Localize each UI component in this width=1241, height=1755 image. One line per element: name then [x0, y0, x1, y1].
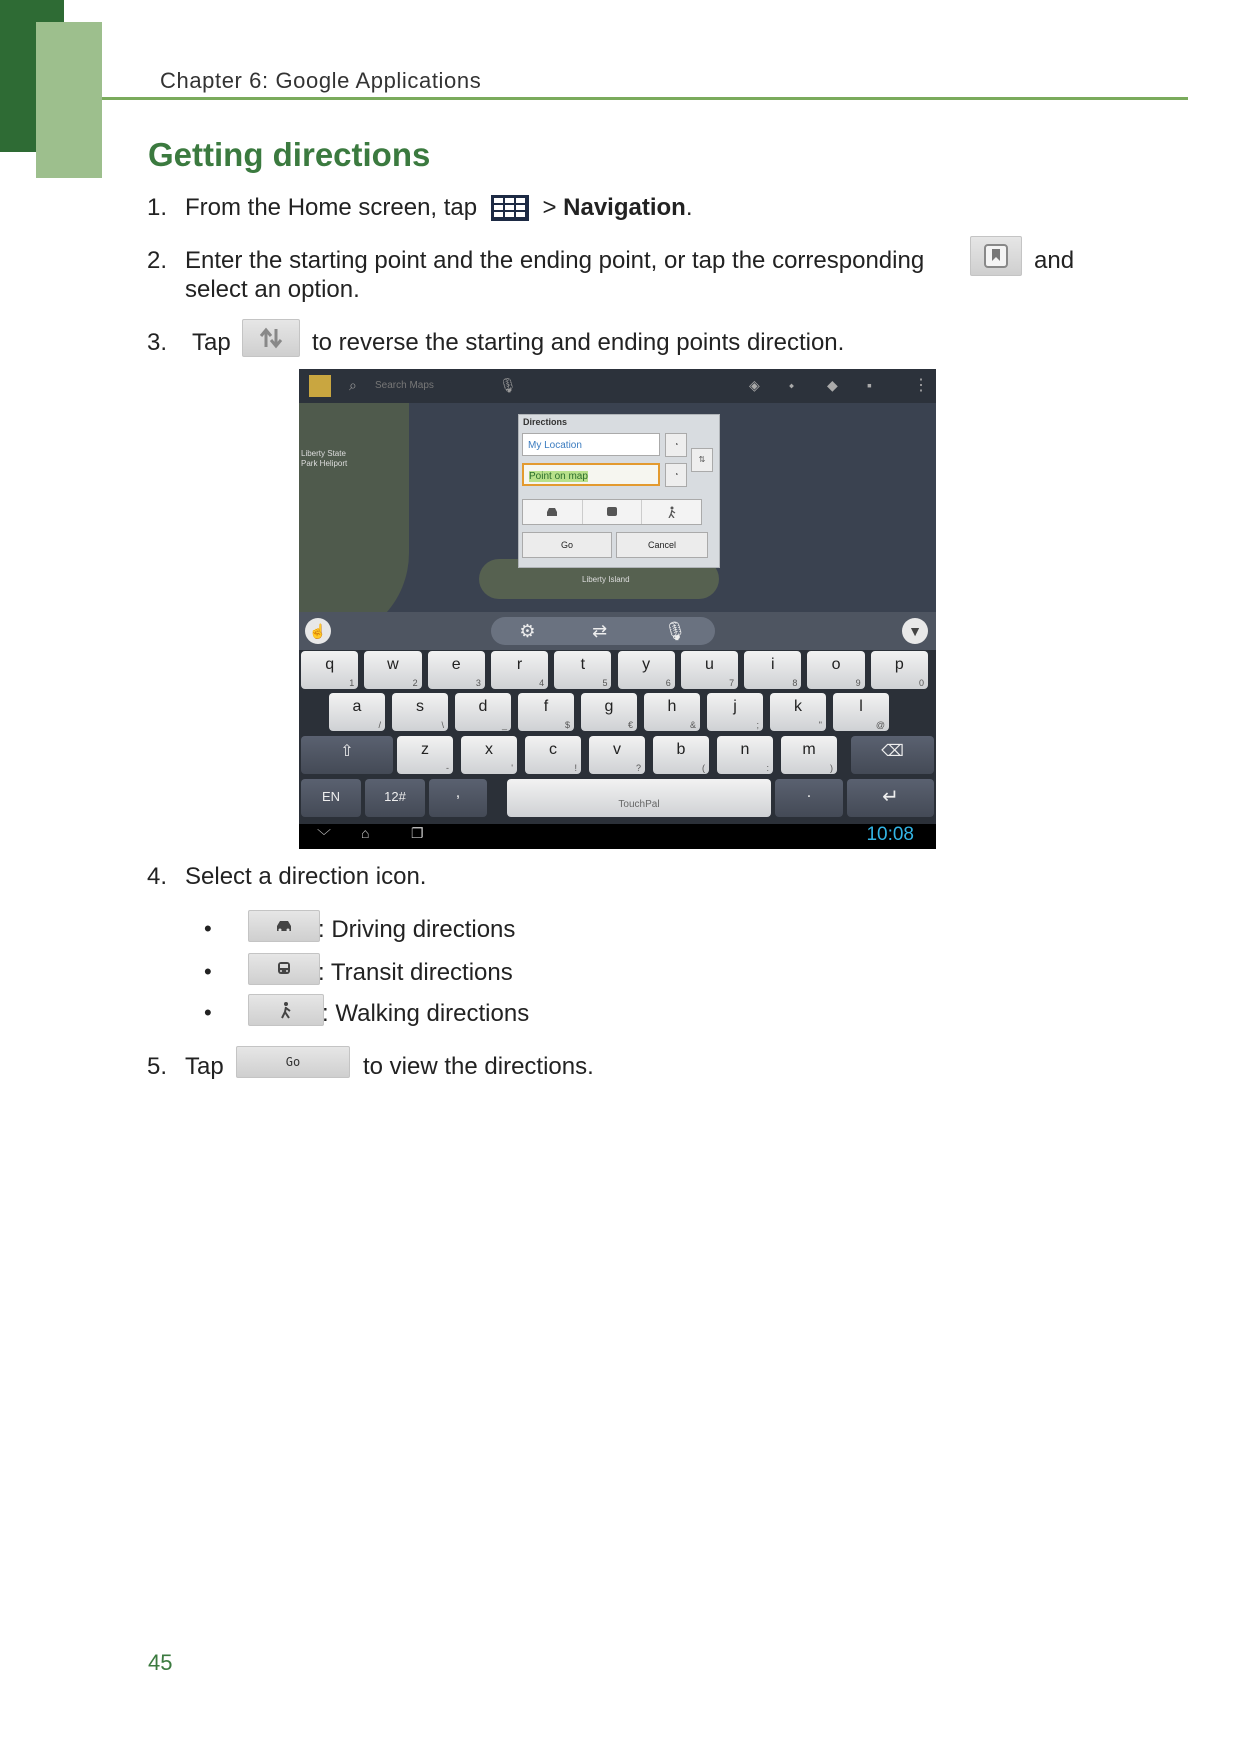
- car-icon: [248, 910, 320, 942]
- swap-arrows-icon: [242, 319, 300, 357]
- home-icon[interactable]: ⌂: [361, 825, 370, 841]
- key-secondary-label: 2: [412, 678, 418, 688]
- car-icon[interactable]: [523, 500, 583, 524]
- key-t[interactable]: [554, 651, 611, 689]
- step-1-number: 1.: [147, 194, 168, 221]
- key-secondary-label: 0: [918, 678, 924, 688]
- key-secondary-label: ): [830, 763, 833, 773]
- layers-icon[interactable]: ▪: [867, 377, 872, 393]
- step-4-text: Select a direction icon.: [185, 863, 427, 890]
- key-g[interactable]: [581, 693, 637, 731]
- key-c[interactable]: [525, 736, 581, 774]
- key-j[interactable]: [707, 693, 763, 731]
- key-label: c: [549, 741, 557, 758]
- voice-icon[interactable]: 🎙: [663, 620, 687, 641]
- key-secondary-label: ?: [635, 763, 641, 773]
- key-l[interactable]: [833, 693, 889, 731]
- corner-decoration-light: [36, 22, 102, 178]
- map-label: Liberty State: [301, 449, 346, 458]
- key-secondary-label: &: [689, 720, 696, 730]
- directions-icon[interactable]: ◈: [749, 377, 760, 393]
- chapter-header: Chapter 6: Google Applications: [160, 68, 482, 93]
- enter-key[interactable]: ↵: [847, 779, 934, 817]
- section-title: Getting directions: [148, 136, 431, 173]
- period-key[interactable]: .: [775, 779, 843, 817]
- key-a[interactable]: [329, 693, 385, 731]
- step-3-text: to reverse the starting and ending points direction.: [312, 329, 845, 356]
- map-land: [299, 403, 409, 643]
- swap-button[interactable]: ⇅: [691, 448, 713, 472]
- walking-directions-label: : Walking directions: [322, 1000, 530, 1027]
- key-label: t: [580, 656, 586, 673]
- bus-icon[interactable]: [583, 500, 643, 524]
- key-label: s: [416, 698, 424, 715]
- key-f[interactable]: [518, 693, 574, 731]
- touch-icon[interactable]: ☝: [305, 618, 331, 644]
- key-label: m: [802, 741, 816, 758]
- cancel-button[interactable]: Cancel: [616, 532, 708, 558]
- end-bookmark-button[interactable]: ◔: [665, 463, 687, 487]
- key-secondary-label: ;: [756, 720, 759, 730]
- bullet: •: [204, 1000, 212, 1025]
- key-h[interactable]: [644, 693, 700, 731]
- key-label: h: [667, 698, 677, 715]
- places-icon[interactable]: ⬩: [789, 377, 795, 393]
- search-icon[interactable]: ⌕: [349, 377, 357, 393]
- key-i[interactable]: [744, 651, 801, 689]
- transit-directions-label: : Transit directions: [318, 959, 513, 986]
- key-u[interactable]: [681, 651, 738, 689]
- key-label: k: [794, 698, 802, 715]
- key-label: l: [859, 698, 863, 715]
- key-secondary-label: /: [378, 720, 381, 730]
- key-q[interactable]: [301, 651, 358, 689]
- key-secondary-label: 4: [539, 678, 545, 688]
- key-w[interactable]: [364, 651, 421, 689]
- key-n[interactable]: [717, 736, 773, 774]
- bus-icon: [248, 953, 320, 985]
- key-secondary-label: :: [766, 763, 769, 773]
- key-secondary-label: ": [818, 720, 822, 730]
- header-rule: [102, 97, 1188, 100]
- step-2-and: and: [1034, 247, 1075, 274]
- go-button-image: Go: [236, 1046, 350, 1078]
- go-button[interactable]: Go: [522, 532, 612, 558]
- key-e[interactable]: [428, 651, 485, 689]
- key-label: q: [325, 656, 335, 673]
- key-v[interactable]: [589, 736, 645, 774]
- key-p[interactable]: [871, 651, 928, 689]
- symbols-key[interactable]: 12#: [365, 779, 425, 817]
- start-point-input[interactable]: My Location: [522, 433, 660, 456]
- start-bookmark-button[interactable]: ◔: [665, 433, 687, 457]
- key-s[interactable]: [392, 693, 448, 731]
- page-number: 45: [148, 1650, 173, 1675]
- maps-toolbar: [299, 369, 936, 403]
- key-r[interactable]: [491, 651, 548, 689]
- step-2-text: Enter the starting point and the ending point, or tap the corresponding: [185, 247, 925, 274]
- key-y[interactable]: [618, 651, 675, 689]
- key-label: j: [733, 698, 737, 715]
- step-1-text: From the Home screen, tap > Navigation.: [185, 194, 693, 221]
- map-label: Liberty Island: [582, 575, 630, 584]
- hide-keyboard-icon[interactable]: ▼: [902, 618, 928, 644]
- settings-icon[interactable]: ⚙: [519, 620, 536, 641]
- key-label: g: [604, 698, 614, 715]
- switch-layout-icon[interactable]: ⇄: [592, 620, 608, 641]
- key-label: u: [704, 656, 714, 673]
- key-label: r: [516, 656, 523, 673]
- key-label: n: [740, 741, 750, 758]
- bookmark-icon: [970, 236, 1022, 276]
- end-point-input[interactable]: Point on map: [522, 463, 660, 486]
- comma-key[interactable]: ,: [429, 779, 487, 817]
- overflow-menu-icon[interactable]: ⋮: [913, 377, 929, 394]
- key-secondary-label: 3: [475, 678, 481, 688]
- maps-screenshot: [299, 369, 936, 849]
- key-label: p: [894, 656, 904, 673]
- key-label: y: [642, 656, 651, 673]
- map-label: Park Heliport: [301, 459, 348, 468]
- search-input[interactable]: Search Maps: [375, 380, 434, 391]
- key-secondary-label: 7: [729, 678, 735, 688]
- key-secondary-label: 6: [665, 678, 671, 688]
- keyboard: [299, 650, 936, 824]
- key-k[interactable]: [770, 693, 826, 731]
- key-d[interactable]: [455, 693, 511, 731]
- navigation-label: Navigation: [563, 194, 686, 221]
- key-secondary-label: €: [627, 720, 633, 730]
- key-label: w: [387, 656, 399, 673]
- key-m[interactable]: [781, 736, 837, 774]
- key-label: o: [831, 656, 841, 673]
- language-key[interactable]: EN: [301, 779, 361, 817]
- key-label: z: [421, 741, 429, 758]
- recent-apps-icon[interactable]: ❐: [411, 825, 424, 841]
- step-4-number: 4.: [147, 863, 168, 890]
- shift-key[interactable]: ⇧: [301, 736, 393, 774]
- key-label: d: [478, 698, 488, 715]
- step-5-tap: Tap: [185, 1053, 224, 1080]
- key-secondary-label: \: [441, 720, 444, 730]
- key-secondary-label: @: [875, 720, 885, 730]
- key-secondary-label: 8: [792, 678, 798, 688]
- key-secondary-label: ': [511, 763, 513, 773]
- dialog-title: Directions: [523, 417, 568, 427]
- key-secondary-label: _: [501, 720, 507, 730]
- key-label: x: [485, 741, 493, 758]
- key-b[interactable]: [653, 736, 709, 774]
- key-label: e: [451, 656, 461, 673]
- location-icon[interactable]: ◆: [827, 377, 838, 393]
- step-3-tap: Tap: [192, 329, 231, 356]
- back-icon[interactable]: ﹀: [317, 828, 331, 844]
- system-navbar: [299, 824, 936, 849]
- directions-dialog: [518, 414, 720, 568]
- key-secondary-label: 1: [349, 678, 355, 688]
- step-2-text-cont: select an option.: [185, 276, 360, 303]
- key-secondary-label: 9: [855, 678, 861, 688]
- key-label: b: [676, 741, 686, 758]
- key-secondary-label: -: [446, 763, 449, 773]
- maps-app-icon[interactable]: [309, 375, 331, 397]
- key-label: i: [770, 656, 775, 673]
- mic-icon[interactable]: 🎙: [499, 377, 517, 393]
- backspace-key[interactable]: ⌫: [851, 736, 934, 774]
- space-key[interactable]: TouchPal: [507, 779, 771, 817]
- step-5-number: 5.: [147, 1053, 168, 1080]
- travel-mode-selector: [522, 499, 702, 525]
- apps-grid-icon: [490, 194, 530, 222]
- key-x[interactable]: [461, 736, 517, 774]
- keyboard-tools: [491, 617, 715, 645]
- bullet: •: [204, 959, 212, 984]
- step-2-number: 2.: [147, 247, 168, 274]
- driving-directions-label: : Driving directions: [318, 916, 516, 943]
- walk-icon: [248, 994, 324, 1026]
- key-z[interactable]: [397, 736, 453, 774]
- keyboard-toolbar: [299, 612, 936, 650]
- walk-icon[interactable]: [642, 500, 701, 524]
- key-o[interactable]: [807, 651, 864, 689]
- key-label: a: [352, 698, 362, 715]
- key-secondary-label: $: [564, 720, 570, 730]
- key-secondary-label: 5: [602, 678, 608, 688]
- key-label: f: [543, 698, 549, 715]
- step-3-number: 3.: [147, 329, 168, 356]
- key-secondary-label: !: [574, 763, 577, 773]
- key-secondary-label: (: [702, 763, 705, 773]
- clock: 10:08: [866, 824, 914, 845]
- step-5-text: to view the directions.: [363, 1053, 594, 1080]
- bullet: •: [204, 916, 212, 941]
- key-label: v: [613, 741, 621, 758]
